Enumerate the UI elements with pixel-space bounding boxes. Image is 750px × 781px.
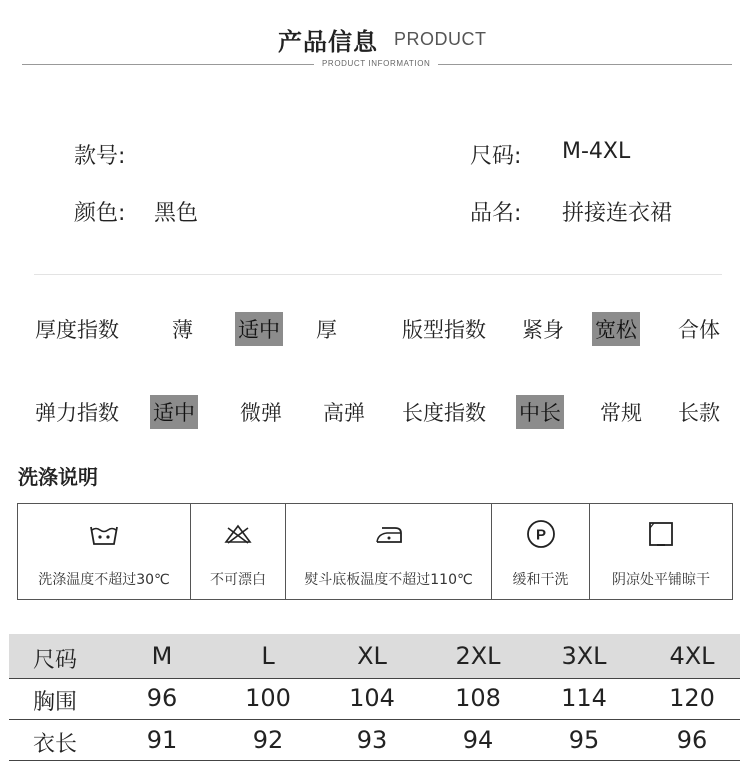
length-option-midi: 中长 xyxy=(516,395,564,429)
length-option-regular: 常规 xyxy=(600,401,642,425)
size-header-xl: XL xyxy=(357,642,387,670)
header-divider-left xyxy=(22,64,314,65)
size-header-3xl: 3XL xyxy=(561,642,607,670)
size-header-4xl: 4XL xyxy=(669,642,715,670)
elastic-option-medium: 适中 xyxy=(150,395,198,429)
length-label: 长度指数 xyxy=(402,401,486,425)
wash-basin-icon xyxy=(18,516,190,552)
length-4xl: 96 xyxy=(676,726,708,754)
size-table-line-3 xyxy=(9,760,740,761)
name-value: 拼接连衣裙 xyxy=(562,201,673,226)
elastic-option-slight: 微弹 xyxy=(240,401,282,425)
svg-text:P: P xyxy=(535,526,546,544)
size-label: 尺码: xyxy=(470,144,522,169)
elastic-label: 弹力指数 xyxy=(35,401,119,425)
wash-text-temp: 洗涤温度不超过30℃ xyxy=(38,572,170,588)
length-2xl: 94 xyxy=(462,726,494,754)
length-3xl: 95 xyxy=(568,726,600,754)
thickness-label: 厚度指数 xyxy=(35,318,119,342)
wash-text-bleach: 不可漂白 xyxy=(210,572,266,588)
page-title: 产品信息 xyxy=(278,28,378,56)
fit-option-loose: 宽松 xyxy=(592,312,640,346)
name-label: 品名: xyxy=(470,201,522,226)
size-table-line-2 xyxy=(9,719,740,720)
length-m: 91 xyxy=(146,726,178,754)
thickness-option-thin: 薄 xyxy=(172,318,193,342)
bust-label: 胸围 xyxy=(33,690,78,715)
style-no-label: 款号: xyxy=(74,144,126,169)
elastic-option-high: 高弹 xyxy=(323,401,365,425)
size-header-label: 尺码 xyxy=(33,648,78,673)
wash-text-dry: 阴凉处平铺晾干 xyxy=(612,572,710,588)
length-xl: 93 xyxy=(356,726,388,754)
header-divider-right xyxy=(438,64,732,65)
page-subtitle: PRODUCT INFORMATION xyxy=(322,59,431,68)
length-l: 92 xyxy=(252,726,284,754)
length-row-label: 衣长 xyxy=(33,732,78,757)
wash-cell-temp xyxy=(18,504,190,599)
size-table-line-1 xyxy=(9,678,740,679)
bust-3xl: 114 xyxy=(561,684,607,712)
page-title-en: PRODUCT xyxy=(394,29,487,49)
size-header-m: M xyxy=(151,642,173,670)
bust-l: 100 xyxy=(245,684,291,712)
wash-title: 洗涤说明 xyxy=(18,465,98,489)
section-divider xyxy=(34,274,722,275)
wash-text-dryclean: 缓和干洗 xyxy=(512,572,569,588)
length-option-long: 长款 xyxy=(678,401,720,425)
bust-m: 96 xyxy=(146,684,178,712)
dry-clean-p-icon xyxy=(492,516,589,552)
wash-table xyxy=(17,503,733,600)
iron-icon xyxy=(286,516,491,552)
shade-dry-icon xyxy=(590,516,732,552)
size-header-l: L xyxy=(261,642,275,670)
fit-option-regular: 合体 xyxy=(678,318,720,342)
color-value: 黑色 xyxy=(154,201,199,226)
bust-4xl: 120 xyxy=(669,684,715,712)
fit-option-slim: 紧身 xyxy=(522,318,564,342)
bust-2xl: 108 xyxy=(455,684,501,712)
size-header-2xl: 2XL xyxy=(455,642,501,670)
size-value: M-4XL xyxy=(562,139,631,164)
no-bleach-icon xyxy=(191,516,285,552)
thickness-option-thick: 厚 xyxy=(316,318,337,342)
wash-text-iron: 熨斗底板温度不超过110℃ xyxy=(304,572,473,588)
wash-cell-dryclean xyxy=(491,504,589,599)
color-label: 颜色: xyxy=(74,201,126,226)
bust-xl: 104 xyxy=(349,684,395,712)
wash-cell-dry xyxy=(589,504,732,599)
wash-cell-bleach xyxy=(190,504,285,599)
wash-cell-iron xyxy=(285,504,491,599)
fit-label: 版型指数 xyxy=(402,318,486,342)
thickness-option-medium: 适中 xyxy=(235,312,283,346)
